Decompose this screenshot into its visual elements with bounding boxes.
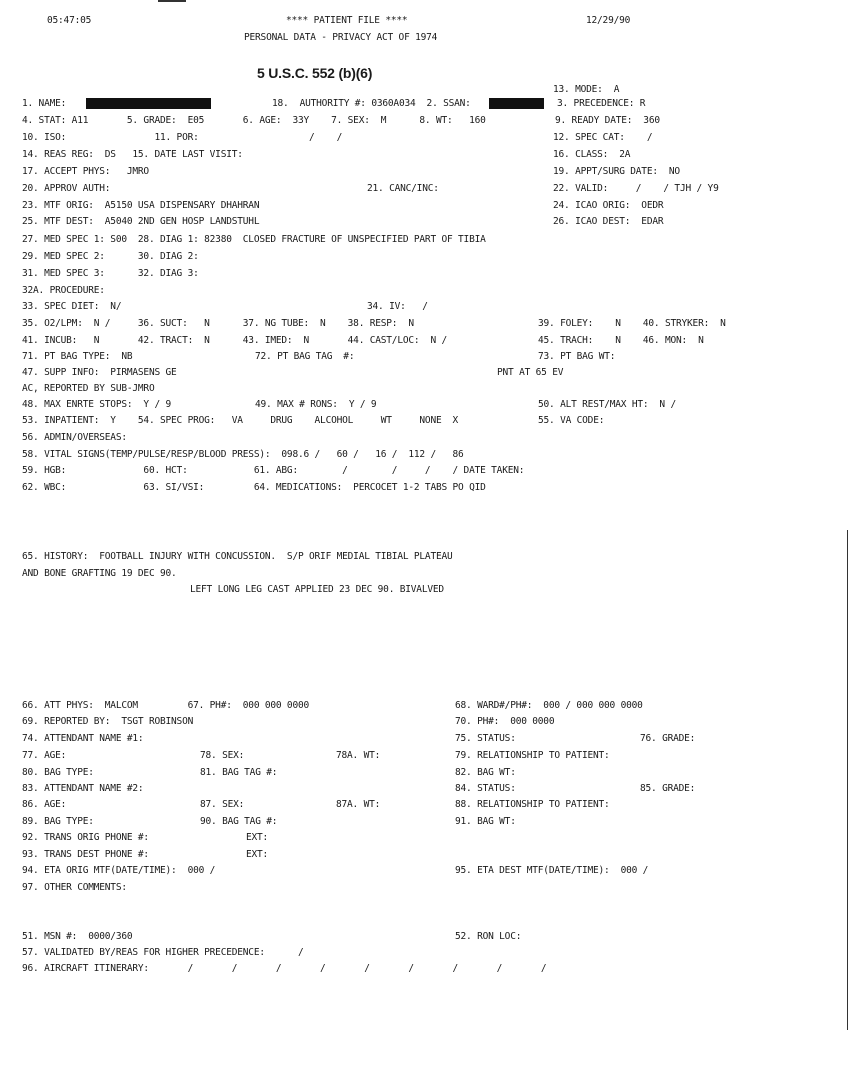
field-text-l80-0: 80. BAG TYPE: xyxy=(22,767,94,778)
field-text-l89-0: 89. BAG TYPE: xyxy=(22,816,94,827)
field-text-l25-1: 26. ICAO DEST: EDAR xyxy=(553,216,664,227)
field-text-l97-0: 97. OTHER COMMENTS: xyxy=(22,882,127,893)
field-text-l41-0: 41. INCUB: N 42. TRACT: N 43. IMED: N 44. CAST/LOC: N / xyxy=(22,335,448,346)
field-text-l10-1: 12. SPEC CAT: / xyxy=(553,132,653,143)
field-text-l14-1: 16. CLASS: 2A xyxy=(553,149,631,160)
field-text-l69-0: 69. REPORTED BY: TSGT ROBINSON xyxy=(22,716,194,727)
field-text-l32a-0: 32A. PROCEDURE: xyxy=(22,285,105,296)
scan-edge-line xyxy=(847,530,848,1030)
field-text-l56-0: 56. ADMIN/OVERSEAS: xyxy=(22,432,127,443)
scan-mark xyxy=(158,0,186,2)
field-text-l57-0: 57. VALIDATED BY/REAS FOR HIGHER PRECEDENCE: / xyxy=(22,947,304,958)
field-text-l86-1: 87. SEX: xyxy=(200,799,245,810)
field-text-l27-0: 27. MED SPEC 1: S00 28. DIAG 1: 82380 CLOSED FRACTURE OF UNSPECIFIED PART OF TIBIA xyxy=(22,234,486,245)
field-text-l33-0: 33. SPEC DIET: N/ xyxy=(22,301,122,312)
field-text-l83-1: 84. STATUS: xyxy=(455,783,516,794)
field-text-l77-2: 78A. WT: xyxy=(336,750,381,761)
field-text-l31-0: 31. MED SPEC 3: 32. DIAG 3: xyxy=(22,268,199,279)
field-text-l80-1: 81. BAG TAG #: xyxy=(200,767,278,778)
field-text-l94-0: 94. ETA ORIG MTF(DATE/TIME): 000 / xyxy=(22,865,216,876)
field-text-l29-0: 29. MED SPEC 2: 30. DIAG 2: xyxy=(22,251,199,262)
field-text-l1-0: 1. NAME: xyxy=(22,98,67,109)
field-text-l13-0: 13. MODE: A xyxy=(553,84,620,95)
field-text-l1-2: 3. PRECEDENCE: R xyxy=(557,98,646,109)
field-text-l80-2: 82. BAG WT: xyxy=(455,767,516,778)
field-text-l53-0: 53. INPATIENT: Y 54. SPEC PROG: VA DRUG ALCOHOL WT NONE X xyxy=(22,415,459,426)
field-text-l51-0: 51. MSN #: 0000/360 xyxy=(22,931,133,942)
field-text-l23-0: 23. MTF ORIG: A5150 USA DISPENSARY DHAHRAN xyxy=(22,200,260,211)
field-text-l20-2: 22. VALID: / / TJH / Y9 xyxy=(553,183,719,194)
field-text-l66-1: 68. WARD#/PH#: 000 / 000 000 0000 xyxy=(455,700,643,711)
field-text-l93-0: 93. TRANS DEST PHONE #: xyxy=(22,849,149,860)
print-time: 05:47:05 xyxy=(47,15,92,26)
exemption-stamp: 5 U.S.C. 552 (b)(6) xyxy=(257,65,373,81)
field-text-l53-1: 55. VA CODE: xyxy=(538,415,605,426)
field-text-l20-1: 21. CANC/INC: xyxy=(367,183,439,194)
field-text-l69-1: 70. PH#: 000 0000 xyxy=(455,716,555,727)
field-text-l92-0: 92. TRANS ORIG PHONE #: xyxy=(22,832,149,843)
field-text-l86-3: 88. RELATIONSHIP TO PATIENT: xyxy=(455,799,610,810)
field-text-l17-1: 19. APPT/SURG DATE: NO xyxy=(553,166,680,177)
field-text-l74-1: 75. STATUS: xyxy=(455,733,516,744)
field-text-l1-1: 18. AUTHORITY #: 0360A034 2. SSAN: xyxy=(272,98,471,109)
field-text-l86-0: 86. AGE: xyxy=(22,799,67,810)
field-text-l47-0: 47. SUPP INFO: PIRMASENS GE xyxy=(22,367,177,378)
field-text-l71-0: 71. PT BAG TYPE: NB xyxy=(22,351,133,362)
field-text-l58-0: 58. VITAL SIGNS(TEMP/PULSE/RESP/BLOOD PRESS): 098.6 / 60 / 16 / 112 / 86 xyxy=(22,449,464,460)
field-text-l33-1: 34. IV: / xyxy=(367,301,428,312)
field-text-l77-1: 78. SEX: xyxy=(200,750,245,761)
field-text-l51-1: 52. RON LOC: xyxy=(455,931,522,942)
field-text-l89-2: 91. BAG WT: xyxy=(455,816,516,827)
field-text-l83-2: 85. GRADE: xyxy=(640,783,696,794)
field-text-l86-2: 87A. WT: xyxy=(336,799,381,810)
field-text-l93-1: EXT: xyxy=(246,849,269,860)
document-subtitle: PERSONAL DATA - PRIVACY ACT OF 1974 xyxy=(244,32,438,43)
field-text-l35-0: 35. O2/LPM: N / 36. SUCT: N 37. NG TUBE: N 38. RESP: N xyxy=(22,318,414,329)
field-text-l14-0: 14. REAS REG: DS 15. DATE LAST VISIT: xyxy=(22,149,243,160)
field-text-l48-0: 48. MAX ENRTE STOPS: Y / 9 xyxy=(22,399,172,410)
field-text-l17-0: 17. ACCEPT PHYS: JMRO xyxy=(22,166,149,177)
field-text-l48-1: 49. MAX # RONS: Y / 9 xyxy=(255,399,377,410)
field-text-l65b-0: AND BONE GRAFTING 19 DEC 90. xyxy=(22,568,177,579)
print-date: 12/29/90 xyxy=(586,15,631,26)
field-text-l47-1: PNT AT 65 EV xyxy=(497,367,564,378)
field-text-l96-0: 96. AIRCRAFT ITINERARY: / / / / / / / / / xyxy=(22,963,547,974)
field-text-l20-0: 20. APPROV AUTH: xyxy=(22,183,111,194)
field-text-l94-1: 95. ETA DEST MTF(DATE/TIME): 000 / xyxy=(455,865,649,876)
field-text-l71-2: 73. PT BAG WT: xyxy=(538,351,616,362)
field-text-l71-1: 72. PT BAG TAG #: xyxy=(255,351,355,362)
field-text-l65-0: 65. HISTORY: FOOTBALL INJURY WITH CONCUSSION. S/P ORIF MEDIAL TIBIAL PLATEAU xyxy=(22,551,453,562)
field-text-l89-1: 90. BAG TAG #: xyxy=(200,816,278,827)
field-text-l77-0: 77. AGE: xyxy=(22,750,67,761)
field-text-l48-2: 50. ALT REST/MAX HT: N / xyxy=(538,399,676,410)
document-title: **** PATIENT FILE **** xyxy=(286,15,408,26)
ssan-redaction xyxy=(489,98,544,109)
field-text-l25-0: 25. MTF DEST: A5040 2ND GEN HOSP LANDSTUHL xyxy=(22,216,260,227)
field-text-l74-2: 76. GRADE: xyxy=(640,733,696,744)
field-text-l92-1: EXT: xyxy=(246,832,269,843)
field-text-l65c-0: LEFT LONG LEG CAST APPLIED 23 DEC 90. BIVALVED xyxy=(190,584,444,595)
field-text-l4-1: 9. READY DATE: 360 xyxy=(555,115,660,126)
field-text-l59-0: 59. HGB: 60. HCT: 61. ABG: / / / / DATE TAKEN: xyxy=(22,465,525,476)
field-text-l10-0: 10. ISO: 11. POR: / / xyxy=(22,132,343,143)
field-text-l66-0: 66. ATT PHYS: MALCOM 67. PH#: 000 000 0000 xyxy=(22,700,310,711)
field-text-l74-0: 74. ATTENDANT NAME #1: xyxy=(22,733,144,744)
name-redaction xyxy=(86,98,211,109)
field-text-l62-0: 62. WBC: 63. SI/VSI: 64. MEDICATIONS: PERCOCET 1-2 TABS PO QID xyxy=(22,482,486,493)
field-text-l77-3: 79. RELATIONSHIP TO PATIENT: xyxy=(455,750,610,761)
field-text-l41-1: 45. TRACH: N 46. MON: N xyxy=(538,335,704,346)
field-text-l83-0: 83. ATTENDANT NAME #2: xyxy=(22,783,144,794)
field-text-l23-1: 24. ICAO ORIG: OEDR xyxy=(553,200,664,211)
field-text-l35-1: 39. FOLEY: N 40. STRYKER: N xyxy=(538,318,726,329)
field-text-l4-0: 4. STAT: A11 5. GRADE: E05 6. AGE: 33Y 7. SEX: M 8. WT: 160 xyxy=(22,115,486,126)
field-text-lac-0: AC, REPORTED BY SUB-JMRO xyxy=(22,383,155,394)
